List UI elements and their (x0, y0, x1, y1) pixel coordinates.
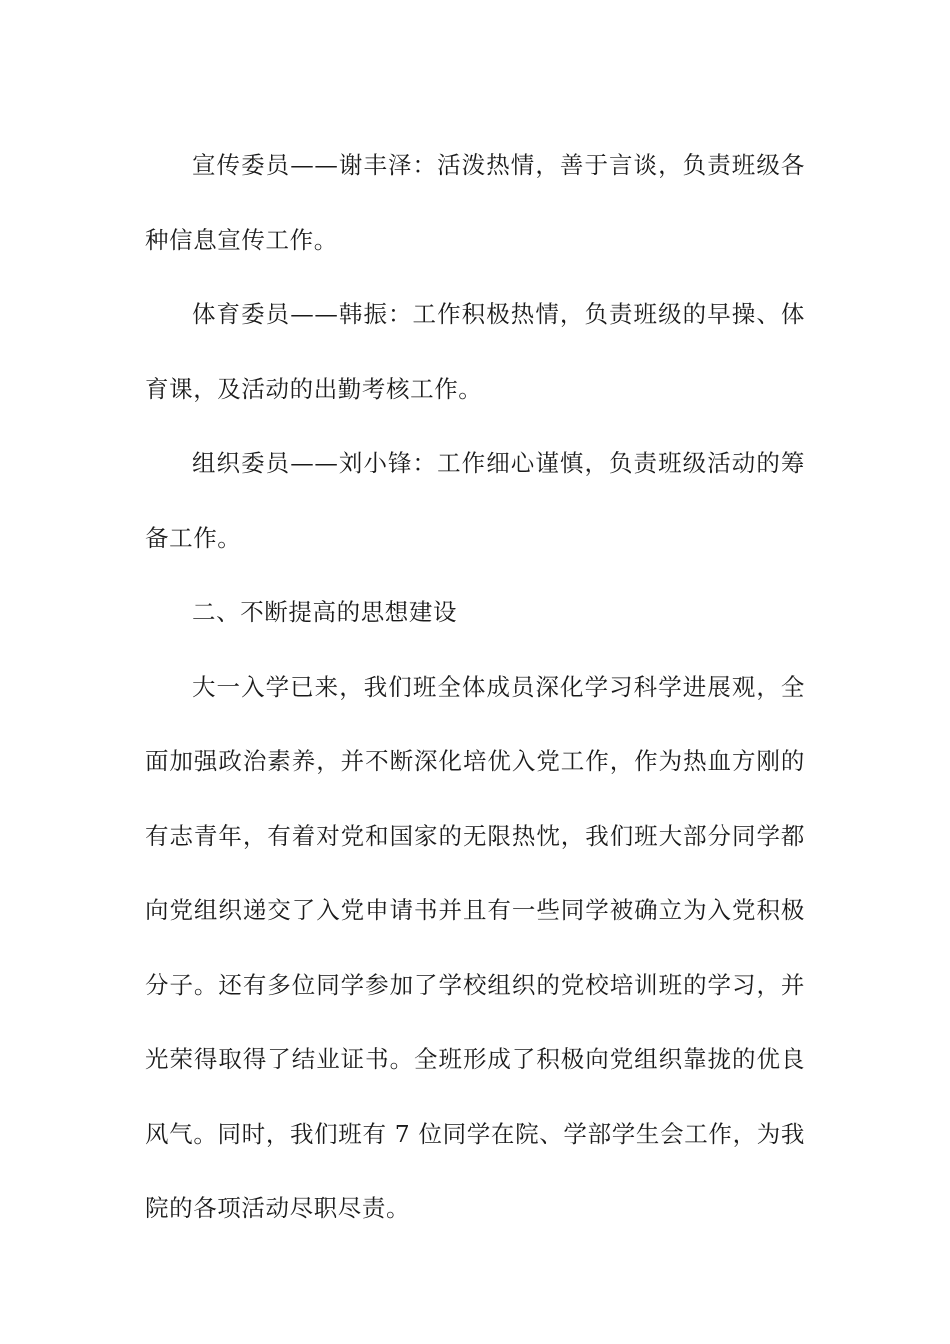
paragraph-ideological-building: 大一入学已来，我们班全体成员深化学习科学进展观，全面加强政治素养，并不断深化培优入党工作，作为热血方刚的有志青年，有着对党和国家的无限热忱，我们班大部分同学都向党组织递交了入党申请书并且有一些同学被确立为入党积极分子。还有多位同学参加了学校组织的党校培训班的学习，并光荣得取得了结业证书。全班形成了积极向党组织靠拢的优良风气。同时，我们班有 7 位同学在院、学部学生会工作，为我院的各项活动尽职尽责。 (145, 672, 805, 1222)
document-body (145, 128, 805, 1246)
paragraph-sports-committee: 体育委员——韩振：工作积极热情，负责班级的早操、体育课，及活动的出勤考核工作。 (145, 300, 805, 403)
section-heading-ideological-building: 二、不断提高的思想建设 (192, 598, 458, 626)
paragraph-publicity-committee: 宣传委员——谢丰泽：活泼热情，善于言谈，负责班级各种信息宣传工作。 (145, 151, 805, 254)
paragraph-organization-committee: 组织委员——刘小锋：工作细心谨慎，负责班级活动的筹备工作。 (145, 449, 805, 552)
